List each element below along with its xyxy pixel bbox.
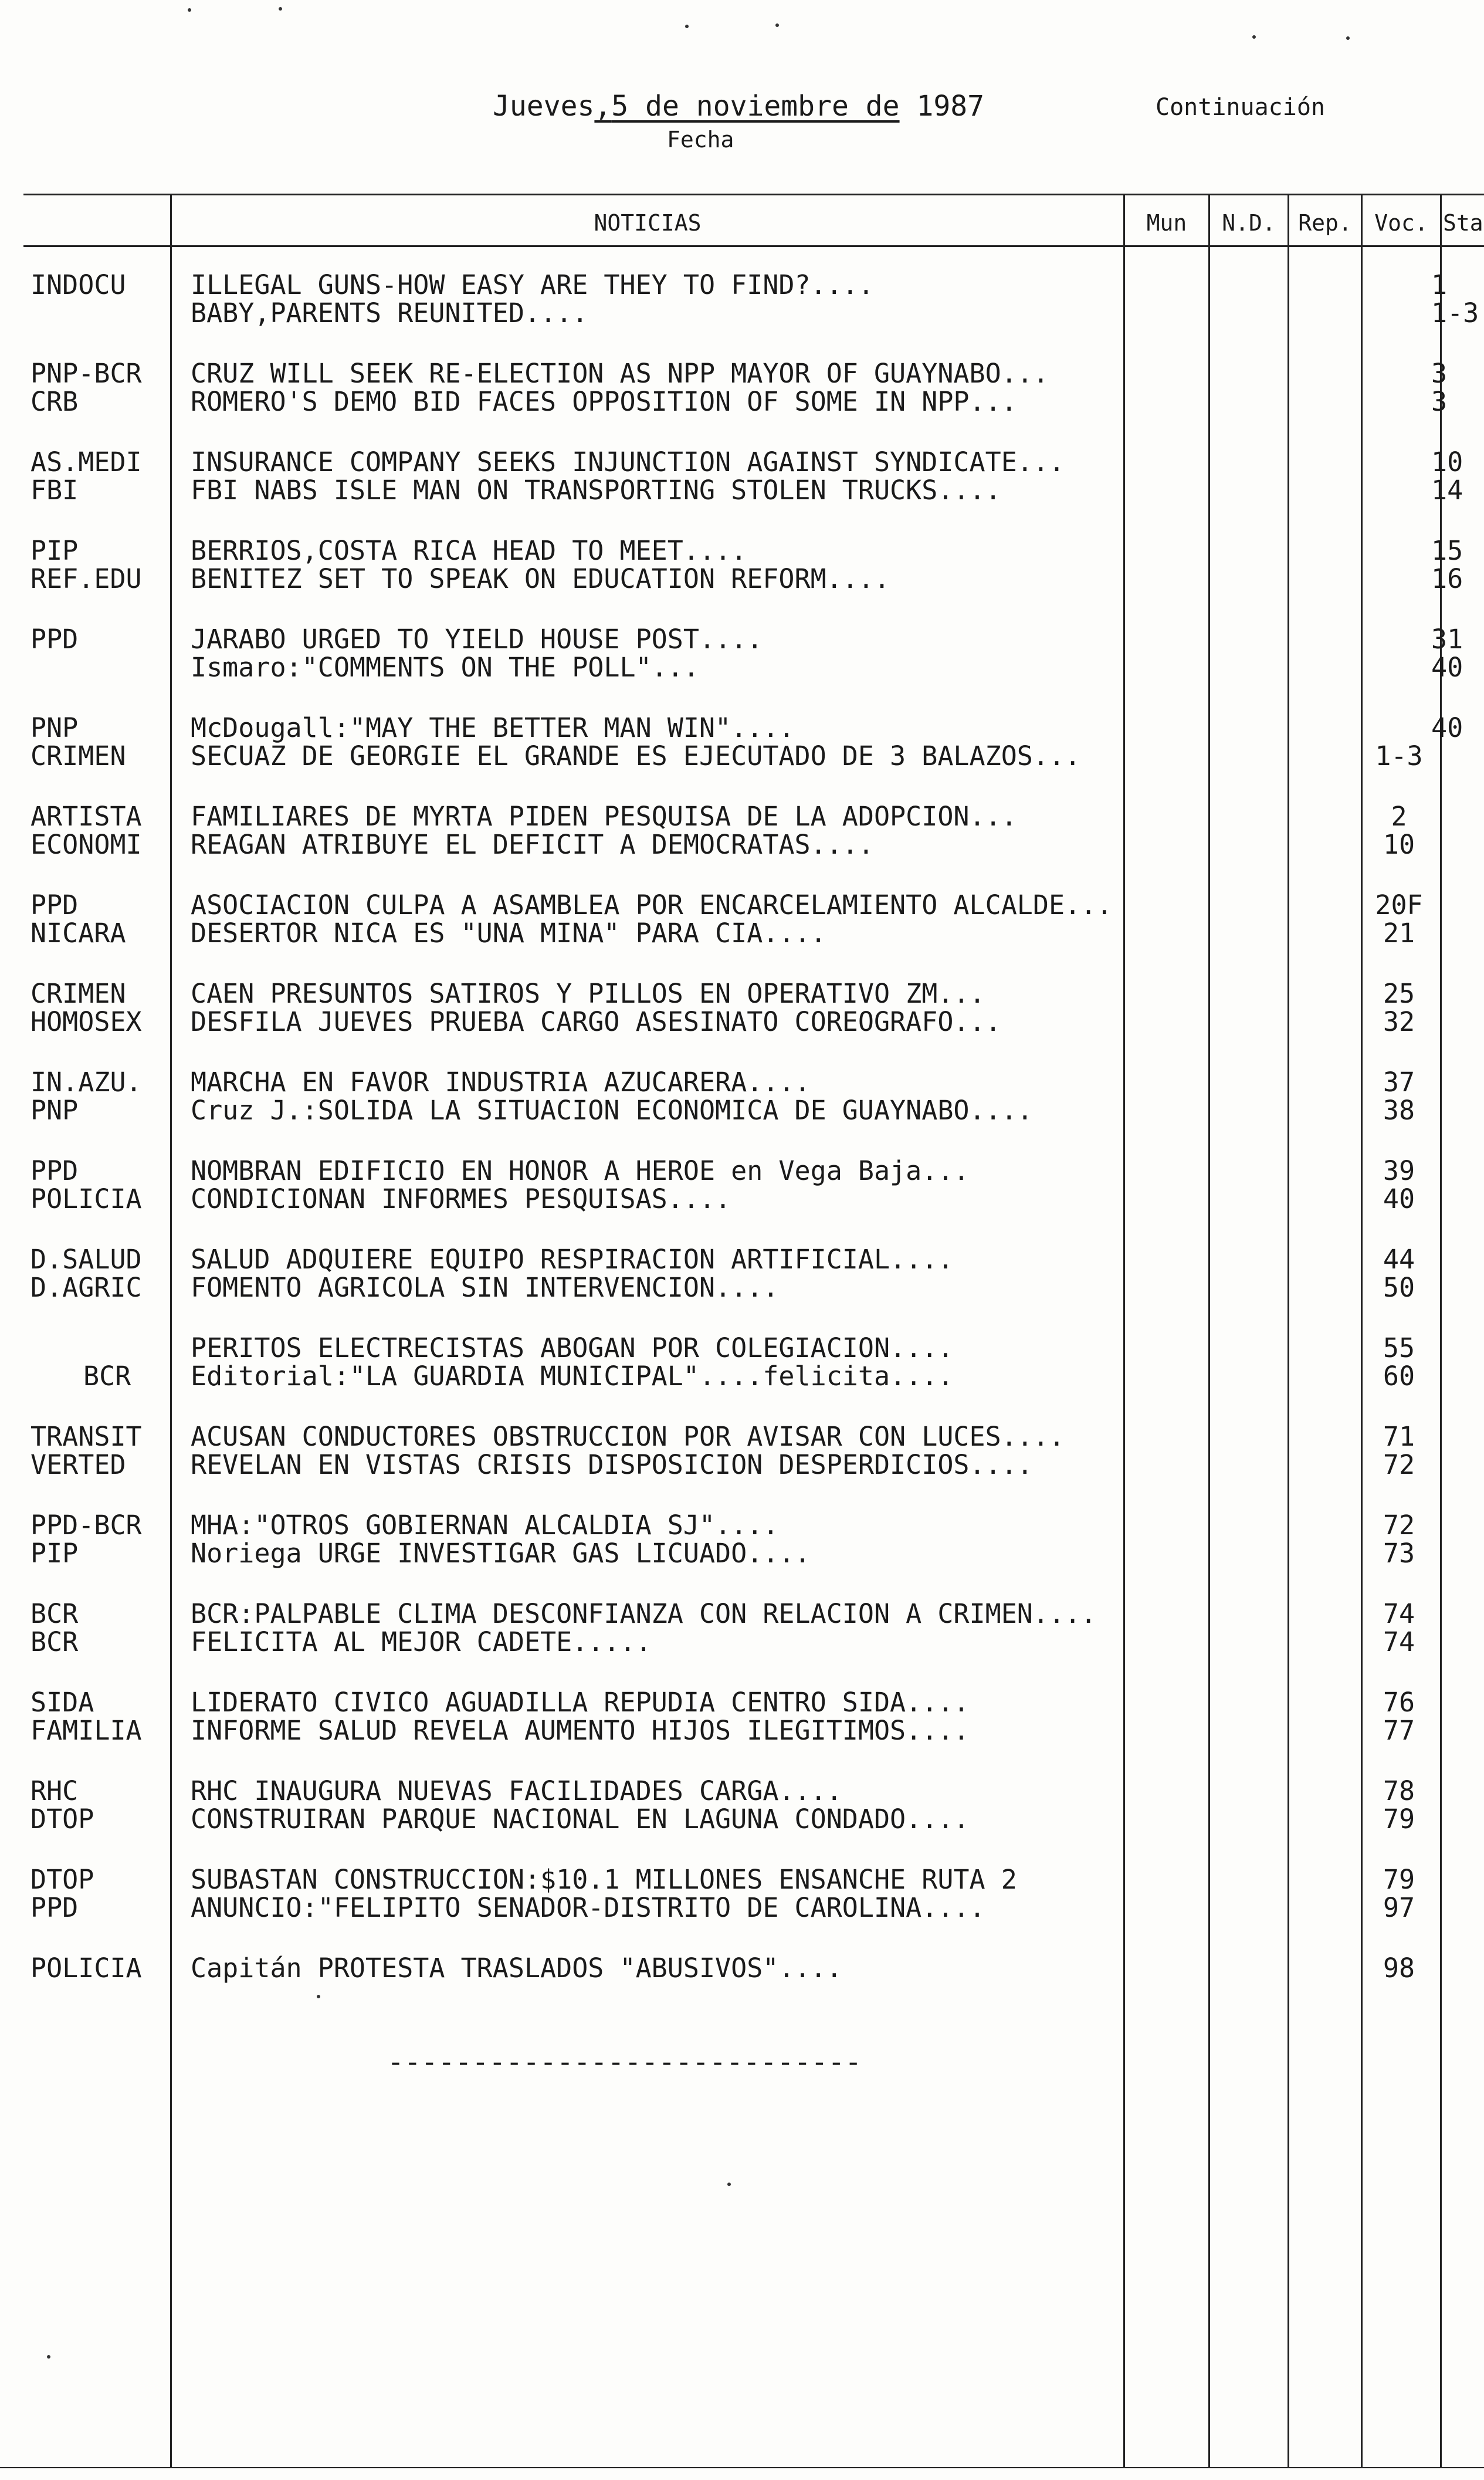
entry-headline: ILLEGAL GUNS-HOW EASY ARE THEY TO FIND?.... [191, 269, 874, 300]
entry-code: D.AGRIC [31, 1272, 142, 1303]
entry-headline: FOMENTO AGRICOLA SIN INTERVENCION.... [191, 1272, 779, 1303]
entry-voc: 71 [1383, 1421, 1415, 1452]
entry-code: REF.EDU [31, 563, 142, 594]
entry-code: PPD [31, 1892, 79, 1923]
entry-code: BCR [83, 1361, 131, 1392]
entry-voc: 76 [1383, 1687, 1415, 1718]
entry-voc: 79 [1383, 1864, 1415, 1895]
date-line [493, 90, 984, 123]
scan-speck [685, 25, 689, 28]
entry-headline: DESFILA JUEVES PRUEBA CARGO ASESINATO COREOGRAFO... [191, 1006, 1001, 1037]
entry-headline: Editorial:"LA GUARDIA MUNICIPAL"....felicita.... [191, 1361, 954, 1392]
entry-headline: SECUAZ DE GEORGIE EL GRANDE ES EJECUTADO DE 3 BALAZOS... [191, 740, 1081, 772]
scan-speck [317, 1995, 320, 1998]
entry-headline: ANUNCIO:"FELIPITO SENADOR-DISTRITO DE CAROLINA.... [191, 1892, 985, 1923]
entry-code: VERTED [31, 1449, 126, 1480]
entry-code: BCR [31, 1598, 79, 1629]
entry-code: RHC [31, 1775, 79, 1806]
column-header-mun: Mun [1146, 210, 1187, 236]
entry-headline: PERITOS ELECTRECISTAS ABOGAN POR COLEGIACION.... [191, 1332, 954, 1364]
entry-code: ECONOMI [31, 829, 142, 860]
entry-voc: 72 [1383, 1449, 1415, 1480]
entry-sta: 15 [1431, 535, 1463, 566]
entry-headline: Noriega URGE INVESTIGAR GAS LICUADO.... [191, 1538, 811, 1569]
entry-sta: 1-3 [1431, 297, 1479, 329]
date-caption: Fecha [667, 127, 734, 153]
entry-headline: RHC INAUGURA NUEVAS FACILIDADES CARGA.... [191, 1775, 842, 1806]
column-divider-mun [1123, 194, 1125, 2467]
entry-voc: 21 [1383, 918, 1415, 949]
entry-code: AS.MEDI [31, 446, 142, 478]
entry-sta: 40 [1431, 652, 1463, 683]
entry-code: CRB [31, 386, 79, 417]
entry-code: FBI [31, 475, 79, 506]
entry-code: PIP [31, 535, 79, 566]
entry-code: POLICIA [31, 1953, 142, 1984]
entry-code: CRIMEN [31, 740, 126, 772]
scan-speck [727, 2183, 731, 2186]
entry-sta: 3 [1431, 358, 1448, 389]
entry-code: FAMILIA [31, 1715, 142, 1746]
entry-headline: SUBASTAN CONSTRUCCION:$10.1 MILLONES ENSANCHE RUTA 2 [191, 1864, 1017, 1895]
entry-voc: 20F [1375, 889, 1423, 921]
entry-headline: LIDERATO CIVICO AGUADILLA REPUDIA CENTRO SIDA.... [191, 1687, 970, 1718]
entry-headline: Cruz J.:SOLIDA LA SITUACION ECONOMICA DE GUAYNABO.... [191, 1095, 1033, 1126]
column-header-nd: N.D. [1222, 210, 1276, 236]
entry-voc: 39 [1383, 1155, 1415, 1186]
entry-headline: MHA:"OTROS GOBIERNAN ALCALDIA SJ".... [191, 1510, 779, 1541]
table-header-rule [23, 245, 1484, 247]
scan-speck [1252, 35, 1256, 39]
entry-headline: MARCHA EN FAVOR INDUSTRIA AZUCARERA.... [191, 1067, 811, 1098]
entry-voc: 2 [1391, 801, 1407, 832]
footer-separator: ---------------------------- [387, 2046, 862, 2079]
entry-voc: 77 [1383, 1715, 1415, 1746]
entry-headline: CRUZ WILL SEEK RE-ELECTION AS NPP MAYOR OF GUAYNABO... [191, 358, 1049, 389]
column-header-sta: Sta [1443, 210, 1483, 236]
entry-voc: 74 [1383, 1598, 1415, 1629]
entry-sta: 16 [1431, 563, 1463, 594]
entry-headline: DESERTOR NICA ES "UNA MINA" PARA CIA.... [191, 918, 826, 949]
entry-sta: 31 [1431, 624, 1463, 655]
entry-sta: 10 [1431, 446, 1463, 478]
entry-code: PPD [31, 889, 79, 921]
entry-sta: 3 [1431, 386, 1448, 417]
entry-code: PPD [31, 1155, 79, 1186]
date-year: 1987 [916, 90, 985, 123]
entry-code: PIP [31, 1538, 79, 1569]
entry-code: PNP [31, 1095, 79, 1126]
entry-headline: ASOCIACION CULPA A ASAMBLEA POR ENCARCELAMIENTO ALCALDE... [191, 889, 1113, 921]
entry-sta: 14 [1431, 475, 1463, 506]
table-top-rule [23, 194, 1484, 195]
entry-headline: SALUD ADQUIERE EQUIPO RESPIRACION ARTIFICIAL.... [191, 1244, 954, 1275]
entry-headline: FBI NABS ISLE MAN ON TRANSPORTING STOLEN TRUCKS.... [191, 475, 1001, 506]
scan-speck [47, 2355, 50, 2359]
entry-voc: 74 [1383, 1626, 1415, 1657]
entry-code: BCR [31, 1626, 79, 1657]
entry-headline: ACUSAN CONDUCTORES OBSTRUCCION POR AVISAR CON LUCES.... [191, 1421, 1065, 1452]
continuation-label: Continuación [1156, 94, 1325, 121]
table-bottom-rule [0, 2467, 1484, 2468]
date-sep: , [594, 90, 612, 123]
entry-headline: FELICITA AL MEJOR CADETE..... [191, 1626, 652, 1657]
entry-code: IN.AZU. [31, 1067, 142, 1098]
scan-speck [775, 23, 779, 27]
entry-voc: 32 [1383, 1006, 1415, 1037]
entry-headline: BERRIOS,COSTA RICA HEAD TO MEET.... [191, 535, 747, 566]
column-divider-code [170, 194, 172, 2467]
column-header-rep: Rep. [1298, 210, 1352, 236]
scan-speck [188, 8, 191, 12]
entry-code: CRIMEN [31, 978, 126, 1009]
entry-voc: 98 [1383, 1953, 1415, 1984]
entry-voc: 37 [1383, 1067, 1415, 1098]
entry-code: TRANSIT [31, 1421, 142, 1452]
entry-code: PNP-BCR [31, 358, 142, 389]
column-divider-voc [1361, 194, 1363, 2467]
column-header-voc: Voc. [1374, 210, 1428, 236]
entry-headline: Ismaro:"COMMENTS ON THE POLL"... [191, 652, 699, 683]
entry-voc: 60 [1383, 1361, 1415, 1392]
column-divider-rep [1288, 194, 1289, 2467]
entry-headline: CONSTRUIRAN PARQUE NACIONAL EN LAGUNA CONDADO.... [191, 1804, 970, 1835]
entry-code: NICARA [31, 918, 126, 949]
entry-headline: REVELAN EN VISTAS CRISIS DISPOSICION DESPERDICIOS.... [191, 1449, 1033, 1480]
entry-voc: 72 [1383, 1510, 1415, 1541]
entry-headline: BCR:PALPABLE CLIMA DESCONFIANZA CON RELACION A CRIMEN.... [191, 1598, 1097, 1629]
entry-headline: INFORME SALUD REVELA AUMENTO HIJOS ILEGITIMOS.... [191, 1715, 970, 1746]
column-divider-nd [1208, 194, 1210, 2467]
entry-voc: 97 [1383, 1892, 1415, 1923]
entry-voc: 78 [1383, 1775, 1415, 1806]
entry-voc: 79 [1383, 1804, 1415, 1835]
entry-headline: JARABO URGED TO YIELD HOUSE POST.... [191, 624, 763, 655]
entry-voc: 73 [1383, 1538, 1415, 1569]
scan-speck [279, 7, 282, 11]
entry-code: PPD-BCR [31, 1510, 142, 1541]
entry-headline: INSURANCE COMPANY SEEKS INJUNCTION AGAINST SYNDICATE... [191, 446, 1065, 478]
entry-voc: 10 [1383, 829, 1415, 860]
entry-code: ARTISTA [31, 801, 142, 832]
entry-headline: CAEN PRESUNTOS SATIROS Y PILLOS EN OPERATIVO ZM... [191, 978, 985, 1009]
date-underlined: 5 de noviembre de [611, 90, 900, 123]
entry-code: POLICIA [31, 1183, 142, 1214]
entry-headline: ROMERO'S DEMO BID FACES OPPOSITION OF SOME IN NPP... [191, 386, 1017, 417]
entry-code: INDOCU [31, 269, 126, 300]
entry-code: D.SALUD [31, 1244, 142, 1275]
entry-voc: 55 [1383, 1332, 1415, 1364]
entry-code: PPD [31, 624, 79, 655]
entry-sta: 1 [1431, 269, 1448, 300]
entry-voc: 40 [1383, 1183, 1415, 1214]
date-weekday: Jueves [493, 90, 595, 123]
entry-headline: CONDICIONAN INFORMES PESQUISAS.... [191, 1183, 731, 1214]
entry-headline: REAGAN ATRIBUYE EL DEFICIT A DEMOCRATAS.... [191, 829, 874, 860]
entry-code: SIDA [31, 1687, 94, 1718]
entry-voc: 25 [1383, 978, 1415, 1009]
entry-code: DTOP [31, 1804, 94, 1835]
entry-headline: BENITEZ SET TO SPEAK ON EDUCATION REFORM.... [191, 563, 890, 594]
entry-voc: 38 [1383, 1095, 1415, 1126]
entry-code: DTOP [31, 1864, 94, 1895]
entry-voc: 50 [1383, 1272, 1415, 1303]
entry-headline: FAMILIARES DE MYRTA PIDEN PESQUISA DE LA ADOPCION... [191, 801, 1017, 832]
entry-code: HOMOSEX [31, 1006, 142, 1037]
entry-sta: 40 [1431, 712, 1463, 743]
entry-voc: 44 [1383, 1244, 1415, 1275]
entry-headline: NOMBRAN EDIFICIO EN HONOR A HEROE en Vega Baja... [191, 1155, 970, 1186]
entry-code: PNP [31, 712, 79, 743]
scan-speck [1346, 36, 1350, 40]
entry-voc: 1-3 [1375, 740, 1423, 772]
entry-headline: BABY,PARENTS REUNITED.... [191, 297, 588, 329]
entry-headline: McDougall:"MAY THE BETTER MAN WIN".... [191, 712, 795, 743]
column-header-noticias: NOTICIAS [594, 210, 702, 236]
entry-headline: Capitán PROTESTA TRASLADOS "ABUSIVOS".... [191, 1953, 842, 1984]
